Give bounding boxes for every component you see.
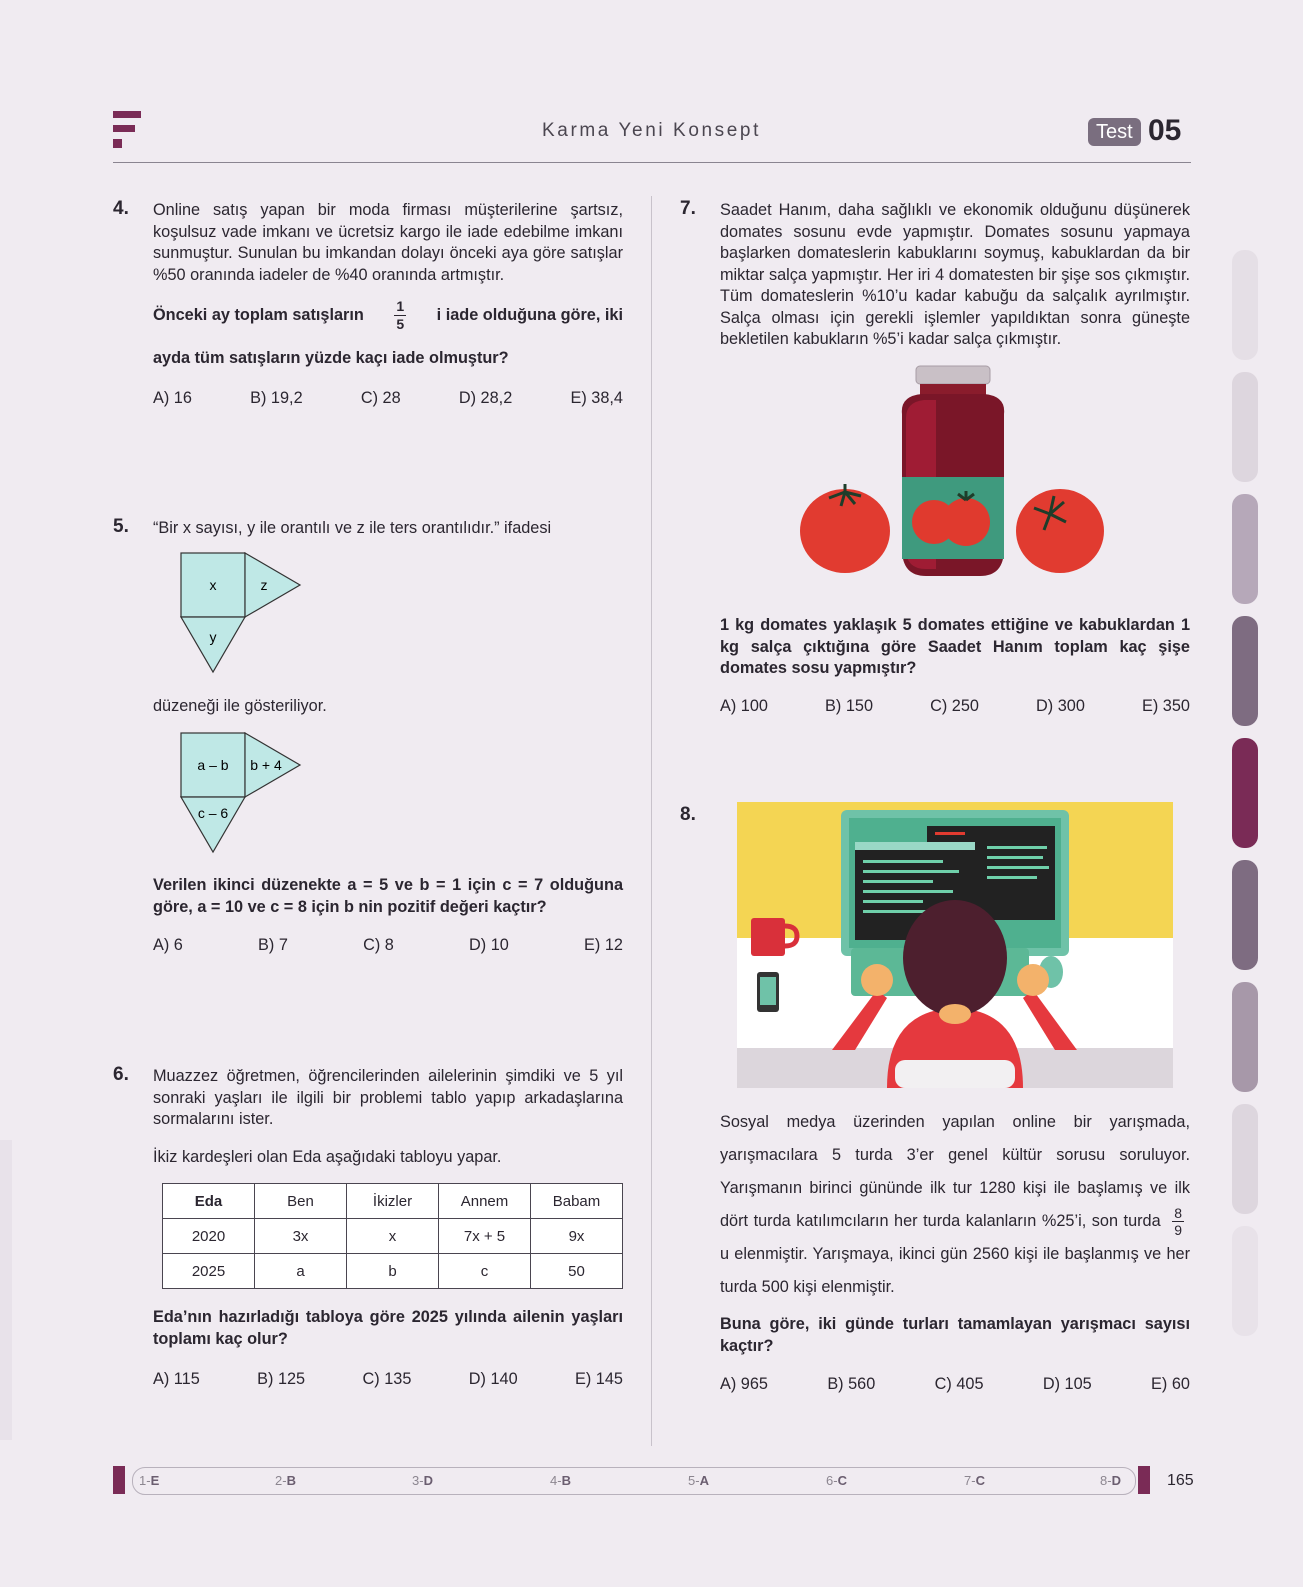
column-divider [651, 196, 652, 1446]
q5-options [153, 936, 623, 955]
answer-item: 8-D [1100, 1473, 1121, 1488]
option-d[interactable]: D) 300 [1036, 697, 1085, 715]
q5-intro: “Bir x sayısı, y ile orantılı ve z ile ters orantılıdır.” ifadesi [153, 519, 552, 537]
table-cell: a [255, 1254, 347, 1289]
option-e[interactable]: E) 38,4 [570, 389, 623, 407]
q7-question: 1 kg domates yaklaşık 5 domates ettiğine ve kabuklardan 1 kg salça çıktığına göre Saadet Hanım toplam kaç şişe domates sosu yapmıştır? [720, 616, 1190, 677]
q8-fraction: $\frac{8}{9}$ [1174, 1205, 1183, 1239]
option-b[interactable]: B) 150 [825, 697, 874, 715]
table-cell: 7x + 5 [439, 1219, 531, 1254]
section-tab[interactable] [1232, 616, 1258, 726]
q6-text: Muazzez öğretmen, öğrencilerinden ailelerinin şimdiki ve 5 yıl sonraki yaşları ile ilgili bir problemi tablo yapıp arkadaşlarına sormalarını ister. [153, 1067, 623, 1128]
d1-y: y [209, 629, 217, 645]
option-b[interactable]: B) 7 [258, 936, 288, 954]
q4-text: Online satış yapan bir moda firması müşterilerine şartsız, koşulsuz vade imkanı ve ücretsiz kargo ile iade edebilme imkanı sunmuştur. Sunulan bu imkandan dolayı önceki aya göre satışlar %50 oranında iadeler de %40 oranında artmıştır. [153, 201, 623, 284]
age-table [162, 1183, 623, 1289]
table-header-cell: Babam [531, 1184, 623, 1219]
table-row [163, 1254, 623, 1289]
option-d[interactable]: D) 105 [1042, 1375, 1092, 1393]
option-d[interactable]: D) 28,2 [458, 389, 513, 407]
test-badge: Test [1088, 118, 1141, 146]
d2-y: c – 6 [197, 805, 229, 821]
q4-fraction: $\frac{1}{5}$ [396, 298, 405, 332]
q4-number: 4. [113, 198, 129, 219]
table-header-cell: Eda [163, 1184, 255, 1219]
q4-question-b: i iade olduğuna göre, iki [436, 305, 623, 324]
section-tab-active[interactable] [1232, 738, 1258, 848]
table-cell: x [347, 1219, 439, 1254]
q8-question: Buna göre, iki günde turları tamamlayan yarışmacı sayısı kaçtır? [720, 1315, 1190, 1355]
answer-bar-end-mark [1138, 1466, 1150, 1494]
d2-x: a – b [197, 757, 229, 773]
q4-question-line1 [153, 298, 623, 333]
q6-intro: İkiz kardeşleri olan Eda aşağıdaki tabloyu yapar. [153, 1148, 502, 1166]
option-e[interactable]: E) 145 [575, 1370, 623, 1388]
option-b[interactable]: B) 125 [257, 1370, 306, 1388]
section-tab[interactable] [1232, 250, 1258, 360]
table-cell: b [347, 1254, 439, 1289]
option-a[interactable]: A) 16 [153, 389, 192, 407]
option-d[interactable]: D) 140 [468, 1370, 518, 1388]
option-c[interactable]: C) 405 [934, 1375, 984, 1393]
option-e[interactable]: E) 60 [1151, 1375, 1190, 1393]
section-tab[interactable] [1232, 860, 1258, 970]
table-cell: 3x [255, 1219, 347, 1254]
answer-item: 2-B [275, 1473, 296, 1488]
computer-user-illustration [737, 802, 1173, 1088]
q7-options [720, 697, 1190, 716]
page-number: 165 [1167, 1472, 1194, 1489]
answer-item: 6-C [826, 1473, 847, 1488]
table-cell: 2025 [163, 1254, 255, 1289]
option-c[interactable]: C) 250 [930, 697, 979, 715]
option-d[interactable]: D) 10 [469, 936, 509, 954]
option-b[interactable]: B) 19,2 [250, 389, 303, 407]
q6-options [153, 1370, 623, 1389]
table-header-cell: Annem [439, 1184, 531, 1219]
q8-text-b-content: u elenmiştir. Yarışmaya, ikinci gün 2560 kişi ile başlanmış ve her turda 500 kişi elenmiştir. [720, 1245, 1190, 1297]
option-a[interactable]: A) 100 [720, 697, 768, 715]
side-decoration [0, 1140, 22, 1440]
q6-question: Eda’nın hazırladığı tabloya göre 2025 yılında ailenin yaşları toplamı kaç olur? [153, 1308, 623, 1348]
table-row [163, 1219, 623, 1254]
d2-z: b + 4 [250, 757, 282, 773]
option-c[interactable]: C) 135 [362, 1370, 412, 1388]
q8-number: 8. [680, 804, 696, 825]
table-cell: c [439, 1254, 531, 1289]
section-tab[interactable] [1232, 1104, 1258, 1214]
q4-question-line2: ayda tüm satışların yüzde kaçı iade olmuştur? [153, 349, 509, 367]
option-a[interactable]: A) 115 [153, 1370, 200, 1388]
table-cell: 2020 [163, 1219, 255, 1254]
table-cell: 9x [531, 1219, 623, 1254]
q4-question-a: Önceki ay toplam satışların [153, 305, 364, 324]
q8-options [720, 1375, 1190, 1394]
d1-x: x [209, 577, 217, 593]
q7-text: Saadet Hanım, daha sağlıklı ve ekonomik olduğunu düşünerek domates sosunu evde yapmıştır. Domates sosunu yapmaya başlarken domateslerin kabuklarını soymuş, kabuklardan da bir miktar salça yapmıştır. Her iri 4 domatesten bir şişe sos çıkmıştır. Tüm domateslerin %10’u kadar kabuğu da salçalık ayrılmıştır. Salça olması için gerekli işlemler yapıldıktan sonra güneşte bekletilen kabukların %5’i kadar salça çıkmıştır. [720, 201, 1190, 348]
q8-text-a-content: Sosyal medya üzerinden yapılan online bir yarışmada, yarışmacılara 5 turda 3’er genel kültür sorusu soruluyor. Yarışmanın birinci gününde ilk tur 1280 kişi ile başlamış ve ilk dört turda katılımcıların her turda kalanların %25’i, son turda [720, 1113, 1190, 1230]
ratio-diagram-1 [180, 552, 305, 674]
d1-z: z [260, 577, 268, 593]
table-header-row [163, 1184, 623, 1219]
section-tab[interactable] [1232, 982, 1258, 1092]
q5-question: Verilen ikinci düzenekte a = 5 ve b = 1 için c = 7 olduğuna göre, a = 10 ve c = 8 için b nin pozitif değeri kaçtır? [153, 876, 623, 916]
section-tab[interactable] [1232, 494, 1258, 604]
answer-item: 4-B [550, 1473, 571, 1488]
option-a[interactable]: A) 965 [720, 1375, 768, 1393]
answer-bar-start-mark [113, 1466, 125, 1494]
answer-item: 3-D [412, 1473, 433, 1488]
q4-options [153, 389, 623, 408]
option-c[interactable]: C) 8 [363, 936, 394, 954]
option-c[interactable]: C) 28 [360, 389, 401, 407]
option-e[interactable]: E) 350 [1141, 697, 1190, 715]
answer-item: 7-C [964, 1473, 985, 1488]
q5-number: 5. [113, 516, 129, 537]
q7-number: 7. [680, 198, 696, 219]
header-rule [113, 162, 1191, 163]
option-b[interactable]: B) 560 [827, 1375, 876, 1393]
option-e[interactable]: E) 12 [584, 936, 623, 954]
table-header-cell: İkizler [347, 1184, 439, 1219]
option-a[interactable]: A) 6 [153, 936, 183, 954]
q8-text-a [720, 1106, 1190, 1304]
answer-item: 5-A [688, 1473, 709, 1488]
header-title: Karma Yeni Konsept [542, 120, 761, 141]
section-tab[interactable] [1232, 1226, 1258, 1336]
answer-item: 1-E [139, 1473, 160, 1488]
table-cell: 50 [531, 1254, 623, 1289]
section-tab[interactable] [1232, 372, 1258, 482]
table-header-cell: Ben [255, 1184, 347, 1219]
test-number: 05 [1148, 114, 1182, 147]
tomato-sauce-illustration [800, 364, 1105, 584]
q6-number: 6. [113, 1064, 129, 1085]
q5-mid: düzeneği ile gösteriliyor. [153, 697, 327, 715]
ratio-diagram-2 [180, 732, 305, 854]
